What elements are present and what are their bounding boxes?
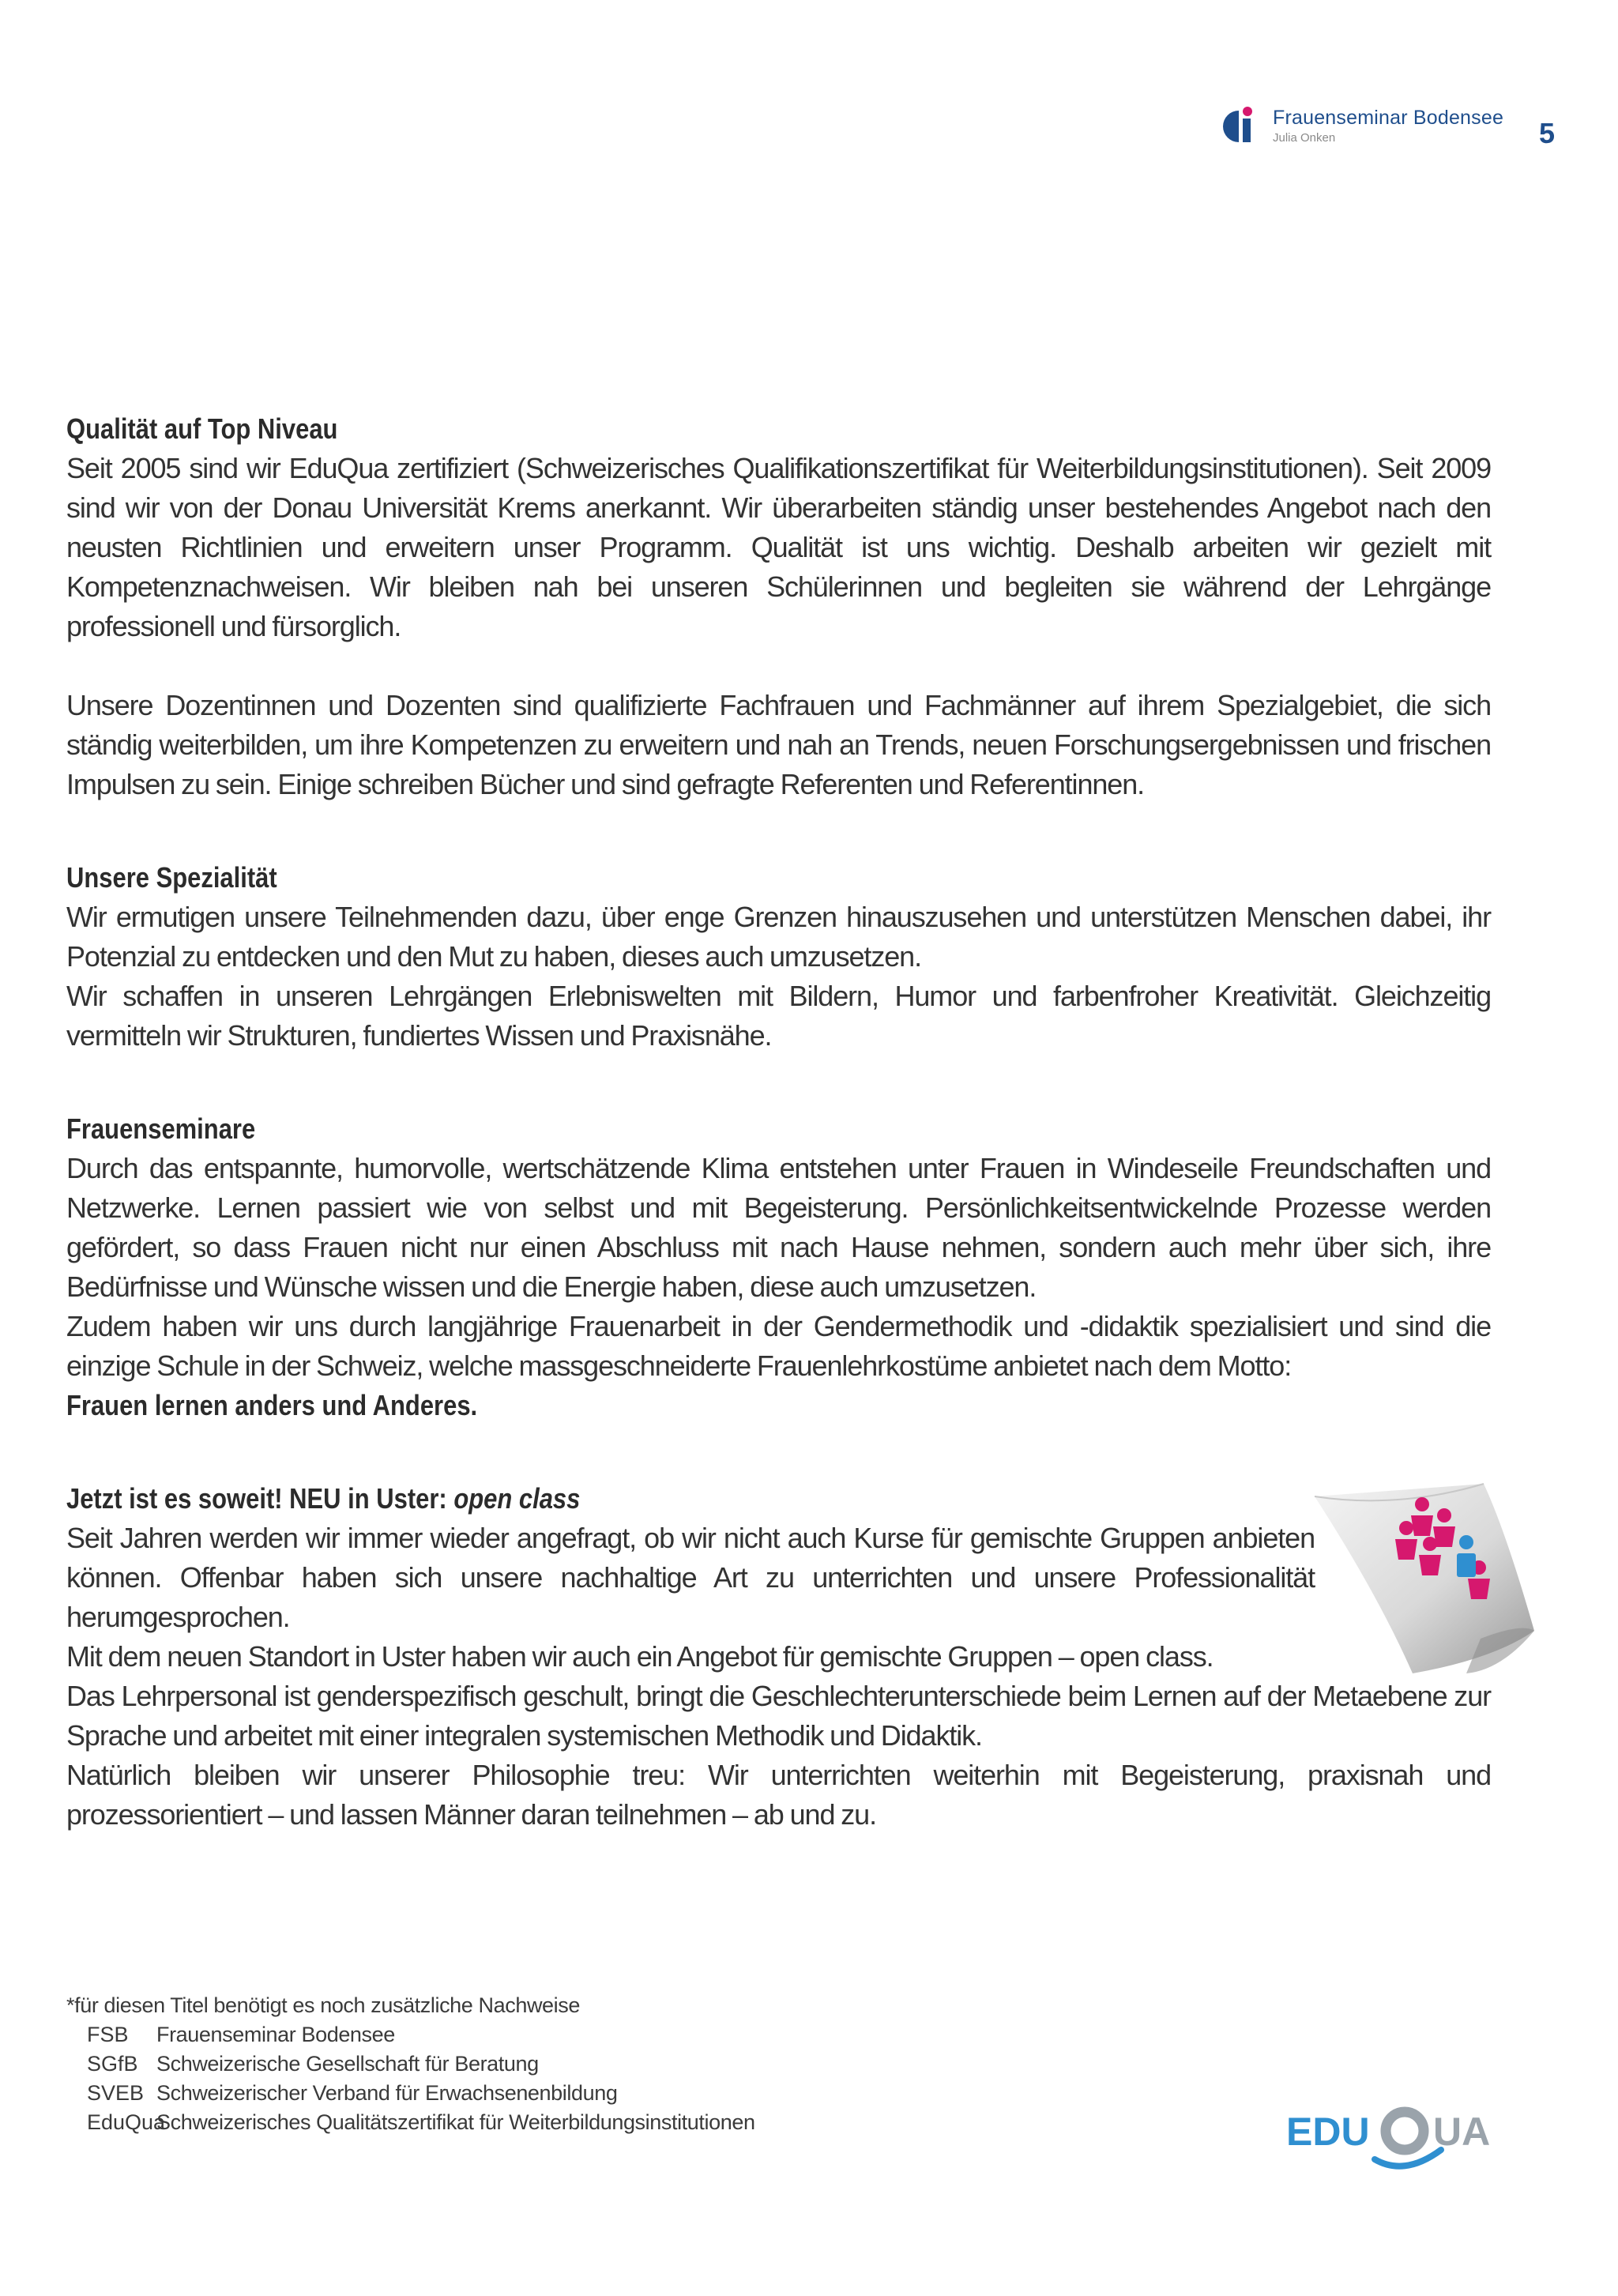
abbreviation: SVEB	[87, 2081, 145, 2105]
abbreviation-definition: Frauenseminar Bodensee	[156, 2023, 395, 2046]
abbreviation: FSB	[87, 2023, 129, 2046]
heading-emphasis: open class	[453, 1482, 581, 1515]
section-heading	[66, 1479, 1292, 1519]
eduqua-logo-right: UA	[1433, 2110, 1491, 2154]
brand-block	[1273, 108, 1503, 144]
paragraph: Wir schaffen in unseren Lehrgängen Erlebniswelten mit Bildern, Humor und farbenfroher Kreativität. Gleichzeitig vermitteln wir Strukturen, fundiertes Wissen und Praxisnähe.	[66, 980, 1491, 1052]
section-frauenseminare	[66, 1109, 1491, 1425]
brand-subtitle: Julia Onken	[1273, 131, 1336, 145]
section-heading: Unsere Spezialität	[66, 861, 277, 894]
section-quality	[66, 409, 1491, 804]
paragraph: Natürlich bleiben wir unserer Philosophie treu: Wir unterrichten weiterhin mit Begeisterung, praxisnah und prozessorientiert – und lassen Männer daran teilnehmen – ab und zu.	[66, 1759, 1491, 1831]
paragraph: Durch das entspannte, humorvolle, wertschätzende Klima entstehen unter Frauen in Windeseile Freundschaften und Netzwerke. Lernen passiert wie von selbst und mit Begeisterung. Persönlichkeitsentwickelnde Prozesse werden gefördert, so dass Frauen nicht nur einen Abschluss mit nach Hause nehmen, sondern auch mehr über sich, ihre Bedürfnisse und Wünsche wissen und die Energie haben, diese auch umzusetzen.	[66, 1152, 1491, 1303]
abbreviation-row	[66, 2049, 755, 2079]
page-number: 5	[1539, 117, 1556, 149]
brand-name: Frauenseminar Bodensee	[1273, 107, 1504, 129]
page-curl-people-icon	[1311, 1476, 1541, 1681]
paragraph: Wir ermutigen unsere Teilnehmenden dazu, über enge Grenzen hinauszusehen und unterstützen Menschen dabei, ihr Potenzial zu entdecken und den Mut zu haben, dieses auch umzusetzen.	[66, 901, 1491, 973]
abbreviation: EduQua	[87, 2110, 166, 2134]
frauenseminar-logo-icon	[1221, 106, 1262, 147]
section-open-class	[66, 1479, 1491, 1835]
abbreviation-definition: Schweizerische Gesellschaft für Beratung	[156, 2052, 539, 2076]
paragraph: Das Lehrpersonal ist genderspezifisch geschult, bringt die Geschlechterunterschiede beim Lernen auf der Metaebene zur Sprache und arbeitet mit einer integralen systemischen Methodik und Didaktik.	[66, 1680, 1491, 1752]
main-content	[66, 409, 1491, 1835]
abbreviation: SGfB	[87, 2052, 138, 2076]
eduqua-logo-left: EDU	[1286, 2110, 1370, 2154]
paragraph: Mit dem neuen Standort in Uster haben wir auch ein Angebot für gemischte Gruppen – open class.	[66, 1640, 1214, 1673]
footnote-lead: *für diesen Titel benötigt es noch zusätzliche Nachweise	[66, 1993, 580, 2017]
paragraph: Unsere Dozentinnen und Dozenten sind qualifizierte Fachfrauen und Fachmänner auf ihrem Spezialgebiet, die sich ständig weiterbilden, um ihre Kompetenzen zu erweitern und nah an Trends, neuen Forschungsergebnissen und frischen Impulsen zu sein. Einige schreiben Bücher und sind gefragte Referenten und Referentinnen.	[66, 689, 1491, 800]
section-heading: Qualität auf Top Niveau	[66, 412, 338, 445]
abbreviation-row	[66, 2079, 755, 2108]
footnotes	[66, 1991, 755, 2137]
motto: Frauen lernen anders und Anderes.	[66, 1389, 478, 1421]
paragraph: Zudem haben wir uns durch langjährige Frauenarbeit in der Gendermethodik und -didaktik spezialisiert und sind die einzige Schule in der Schweiz, welche massgeschneiderte Frauenlehrkostüme anbietet nach dem Motto:	[66, 1310, 1491, 1382]
eduqua-logo	[1286, 2098, 1499, 2185]
heading-text: Jetzt ist es soweit! NEU in Uster:	[66, 1482, 454, 1515]
paragraph: Seit 2005 sind wir EduQua zertifiziert (Schweizerisches Qualifikationszertifikat für Weiterbildungsinstitutionen). Seit 2009 sind wir von der Donau Universität Krems anerkannt. Wir überarbeiten ständig unser bestehendes Angebot nach den neusten Richtlinien und erweitern unser Programm. Qualität ist uns wichtig. Deshalb arbeiten wir gezielt mit Kompetenznachweisen. Wir bleiben nah bei unseren Schülerinnen und begleiten sie während der Lehrgänge professionell und fürsorglich.	[66, 452, 1491, 642]
abbreviation-row	[66, 2020, 755, 2049]
paragraph: Seit Jahren werden wir immer wieder angefragt, ob wir nicht auch Kurse für gemischte Gruppen anbieten können. Offenbar haben sich unsere nachhaltige Art zu unterrichten und unsere Professionalität herumgesprochen.	[66, 1522, 1315, 1633]
abbreviation-definition: Schweizerischer Verband für Erwachsenenbildung	[156, 2081, 618, 2105]
abbreviation-row	[66, 2108, 755, 2137]
section-speciality	[66, 858, 1491, 1056]
abbreviation-definition: Schweizerisches Qualitätszertifikat für Weiterbildungsinstitutionen	[156, 2110, 755, 2134]
section-heading: Frauenseminare	[66, 1112, 256, 1145]
